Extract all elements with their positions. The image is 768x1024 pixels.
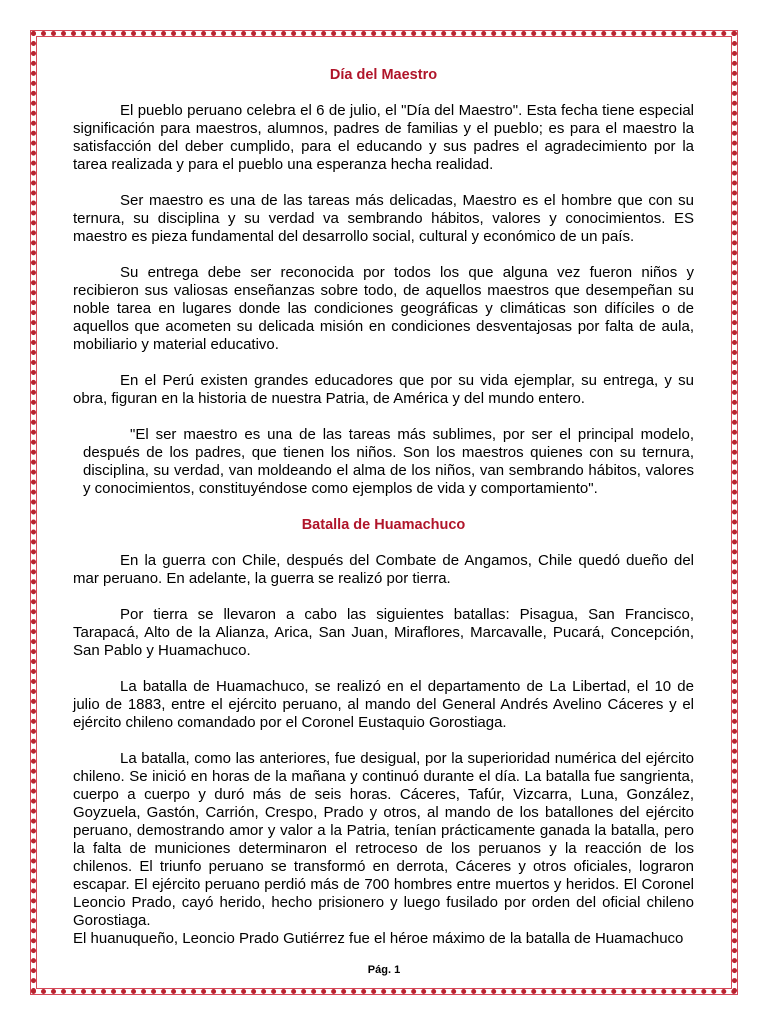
paragraph: En la guerra con Chile, después del Combate de Angamos, Chile quedó dueño del mar peruano. En adelante, la guerra se realizó por tierra. (73, 552, 694, 587)
paragraph: El pueblo peruano celebra el 6 de julio, el "Día del Maestro". Esta fecha tiene especial significación para maestros, alumnos, padres de familias y el pueblo; es para el maestro la satisfacción del deber cumplido, para el educando y sus padres el agradecimiento por la tarea realizada y para el pueblo una esperanza hecha realidad. (73, 102, 694, 173)
paragraph: Ser maestro es una de las tareas más delicadas, Maestro es el hombre que con su ternura, su disciplina y su verdad va sembrando hábitos, valores y conocimientos. ES maestro es pieza fundamental del desarrollo social, cultural y económico de un país. (73, 192, 694, 245)
section-title-dia-del-maestro: Día del Maestro (329, 67, 438, 83)
closing-paragraph: El huanuqueño, Leoncio Prado Gutiérrez fue el héroe máximo de la batalla de Huamachuco (73, 930, 684, 947)
block-quote: "El ser maestro es una de las tareas más sublimes, por ser el principal modelo, después de los padres, que tienen los niños. Son los maestros quienes con su ternura, disciplina, su verdad, van moldeando el alma de los niños, van sembrando hábitos, valores y conocimientos, constituyéndose como ejemplos de vida y comportamiento". (83, 426, 694, 497)
paragraph: La batalla, como las anteriores, fue desigual, por la superioridad numérica del ejército chileno. Se inició en horas de la mañana y continuó durante el día. La batalla fue sangrienta, cuerpo a cuerpo y duró más de seis horas. Cáceres, Tafúr, Vizcarra, Luna, González, Goyzuela, Gastón, Carrión, Crespo, Prado y otros, al mando de los batallones del ejército peruano, demostrando amor y valor a la Patria, tenían prácticamente ganada la batalla, pero la falta de municiones determinaron el retroceso de los peruanos y la reacción de los chilenos. El triunfo peruano se transformó en derrota, Cáceres y otros oficiales, lograron escapar. El ejército peruano perdió más de 700 hombres entre muertos y heridos. El Coronel Leoncio Prado, cayó herido, hecho prisionero y luego fusilado por orden del oficial chileno Gorostiaga. (73, 750, 694, 929)
paragraph: La batalla de Huamachuco, se realizó en el departamento de La Libertad, el 10 de julio de 1883, entre el ejército peruano, al mando del General Andrés Avelino Cáceres y el ejército chileno comandado por el Coronel Eustaquio Gorostiaga. (73, 678, 694, 731)
paragraph: En el Perú existen grandes educadores que por su vida ejemplar, su entrega, y su obra, figuran en la historia de nuestra Patria, de América y del mundo entero. (73, 372, 694, 407)
document-body (73, 66, 694, 948)
paragraph: Por tierra se llevaron a cabo las siguientes batallas: Pisagua, San Francisco, Tarapacá, Alto de la Alianza, Arica, San Juan, Miraflores, Marcavalle, Pucará, Concepción, San Pablo y Huamachuco. (73, 606, 694, 659)
section-title-batalla-de-huamachuco: Batalla de Huamachuco (301, 517, 466, 533)
paragraph: Su entrega debe ser reconocida por todos los que alguna vez fueron niños y recibieron sus valiosas enseñanzas sobre todo, de aquellos maestros que desempeñan su noble tarea en lugares donde las condiciones geográficas y climáticas son difíciles o de aquellos que acometen su delicada misión en condiciones desventajosas por falta de aula, mobiliario y material educativo. (73, 264, 694, 353)
page-number: Pág. 1 (367, 964, 401, 976)
